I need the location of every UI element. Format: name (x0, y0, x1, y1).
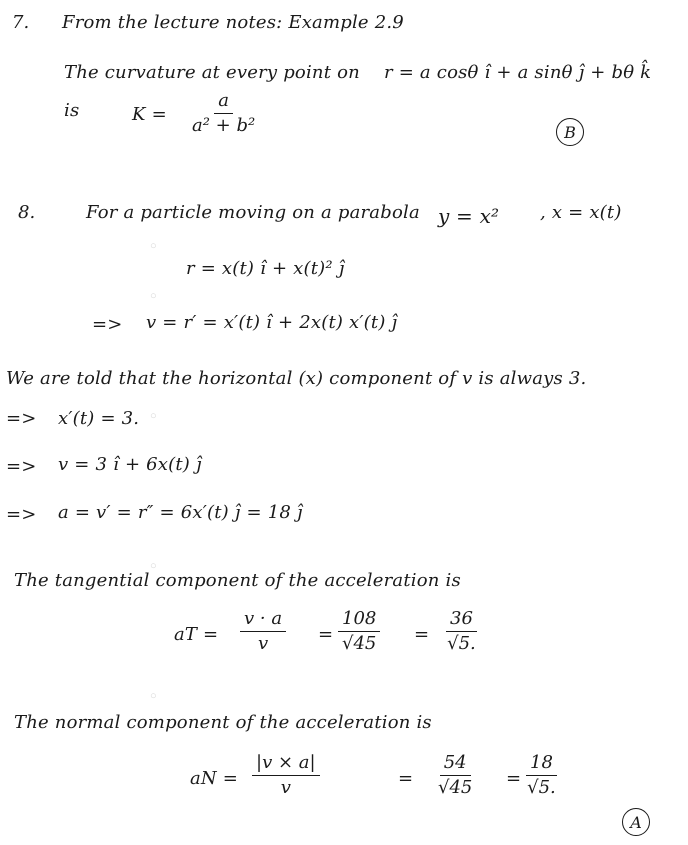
q7-equation: r = a cosθ î + a sinθ ĵ + bθ k̂ (384, 62, 652, 83)
q7-curvature-fraction (192, 90, 255, 137)
q8-a-equation: a = v′ = r″ = 6x′(t) ĵ = 18 ĵ (58, 502, 303, 523)
q8-aT-eq-2: = (414, 624, 430, 645)
q8-aT-fraction-2 (338, 608, 380, 655)
q8-parabola: y = x² (438, 204, 500, 228)
q8-aN-fraction-3 (526, 752, 557, 799)
q8-aT-den-1: v (257, 633, 269, 654)
q8-aN-num-2: 54 (440, 752, 471, 776)
q7-header: From the lecture notes: Example 2.9 (62, 12, 404, 33)
q8-aT-num-2: 108 (338, 608, 380, 632)
q8-aT-num-3: 36 (446, 608, 477, 632)
q8-r-equation: r = x(t) î + x(t)² ĵ (186, 258, 345, 279)
q8-aN-lhs: aN = (190, 768, 239, 789)
q8-implies-2: => (6, 408, 37, 429)
q8-aN-fraction-1 (252, 752, 320, 799)
q8-aN-eq-2: = (506, 768, 522, 789)
q8-aN-fraction-2 (438, 752, 472, 799)
q8-aT-lhs: aT = (174, 624, 219, 645)
q8-implies-4: => (6, 504, 37, 525)
q8-xprime: x′(t) = 3. (58, 408, 140, 429)
q8-told-text: We are told that the horizontal (x) component of v is always 3. (6, 368, 587, 389)
q8-aT-fraction-3 (446, 608, 477, 655)
q8-aT-eq-1: = (318, 624, 334, 645)
q8-aT-den-2: √45 (341, 633, 377, 654)
q8-intro: For a particle moving on a parabola (86, 202, 420, 223)
q7-fraction-numerator: a (214, 90, 233, 114)
q7-is: is (64, 100, 80, 121)
bleed-through: ○ (150, 690, 157, 702)
q8-v3-equation: v = 3 î + 6x(t) ĵ (58, 454, 202, 475)
q7-curvature-lhs: K = (132, 104, 167, 125)
q8-aN-num-3: 18 (526, 752, 557, 776)
bleed-through: ○ (150, 560, 157, 572)
q8-aN-den-3: √5. (527, 777, 556, 798)
q8-implies-3: => (6, 456, 37, 477)
q8-v-equation: v = r′ = x′(t) î + 2x(t) x′(t) ĵ (146, 312, 398, 333)
q8-param: , x = x(t) (540, 202, 622, 223)
q8-aN-den-2: √45 (438, 777, 473, 798)
q8-aN-den-1: v (280, 777, 291, 798)
q8-normal-text: The normal component of the acceleration is (14, 712, 432, 733)
q8-aT-num-1: v · a (240, 608, 286, 632)
q8-implies-1: => (92, 314, 123, 335)
q7-answer-circle: B (556, 118, 584, 146)
q8-aT-fraction-1 (240, 608, 286, 655)
q7-number: 7. (12, 12, 30, 33)
q8-tangential-text: The tangential component of the acceleration is (14, 570, 461, 591)
q8-aT-den-3: √5. (447, 633, 476, 654)
bleed-through: ○ (150, 410, 157, 422)
q8-answer-circle: A (622, 808, 650, 836)
q7-text: The curvature at every point on (64, 62, 360, 83)
bleed-through: ○ (150, 240, 157, 252)
q7-fraction-denominator: a² + b² (192, 115, 256, 136)
q8-aN-eq-1: = (398, 768, 414, 789)
q8-aN-num-1: |v × a| (252, 752, 320, 776)
bleed-through: ○ (150, 290, 157, 302)
q8-number: 8. (18, 202, 36, 223)
